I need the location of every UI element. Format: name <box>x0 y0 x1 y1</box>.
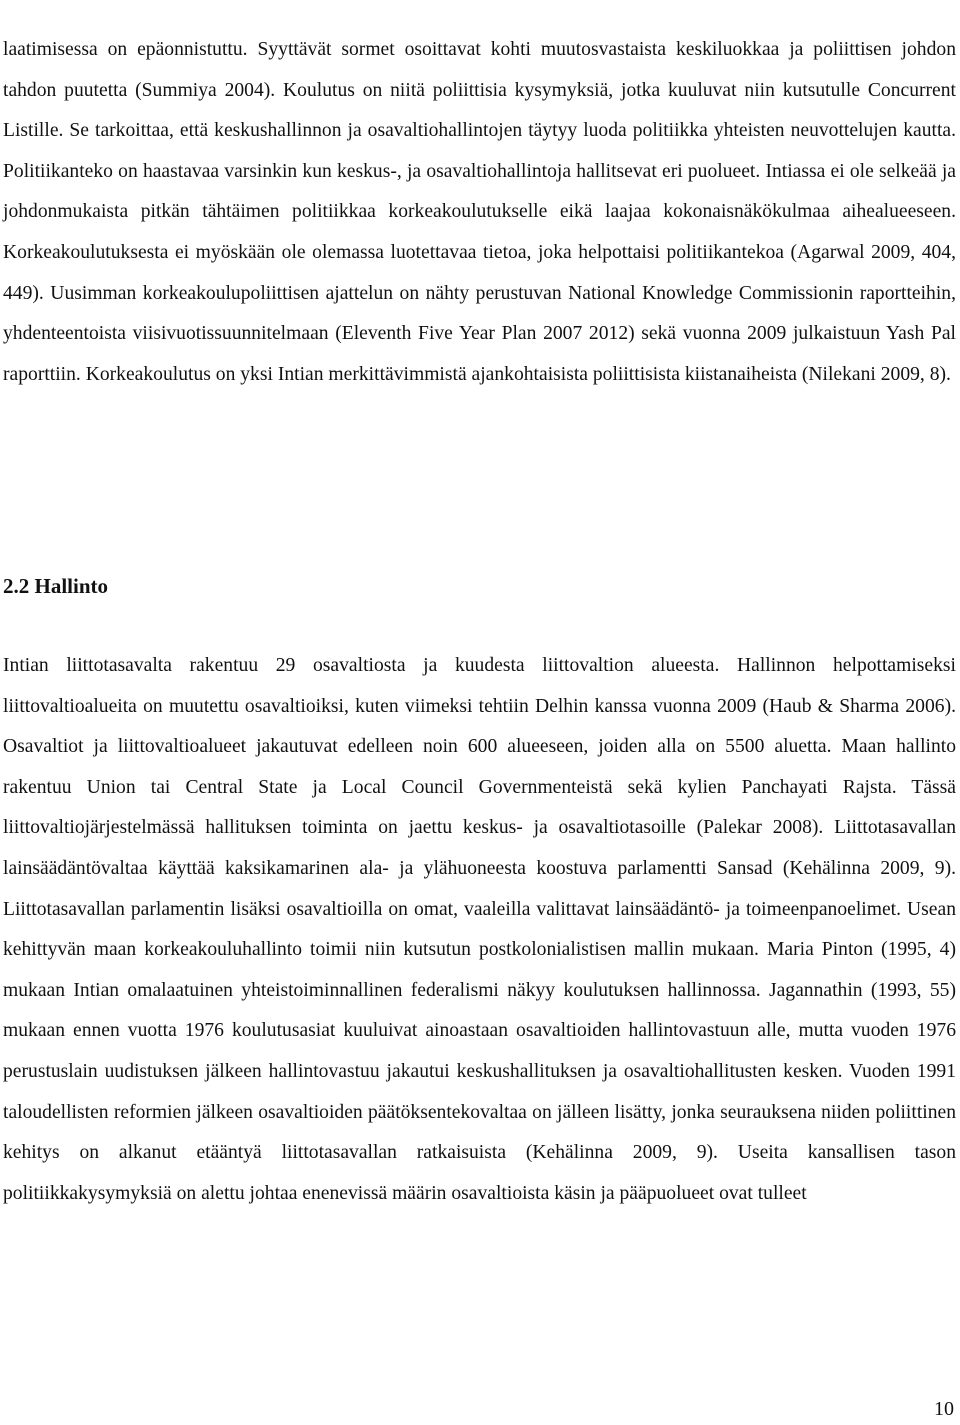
paragraph-hallinto: Intian liittotasavalta rakentuu 29 osavaltiosta ja kuudesta liittovaltion alueesta. Hallinnon helpottamiseksi liittovaltioalueita on muutettu osavaltioiksi, kuten viimeksi tehtiin Delhin kanssa vuonna 2009 (Haub & Sharma 2006). Osavaltiot ja liittovaltioalueet jakautuvat edelleen noin 600 alueeseen, joiden alla on 5500 aluetta. Maan hallinto rakentuu Union tai Central State ja Local Council Governmenteistä sekä kylien Panchayati Rajsta. Tässä liittovaltiojärjestelmässä hallituksen toiminta on jaettu keskus- ja osavaltiotasoille (Palekar 2008). Liittotasavallan lainsäädäntövaltaa käyttää kaksikamarinen ala- ja ylähuoneesta koostuva parlamentti Sansad (Kehälinna 2009, 9). Liittotasavallan parlamentin lisäksi osavaltioilla on omat, vaaleilla valittavat lainsäädäntö- ja toimeenpanoelimet. Usean kehittyvän maan korkeakouluhallinto toimii niin kutsutun postkolonialistisen mallin mukaan. Maria Pinton (1995, 4) mukaan Intian omalaatuinen yhteistoiminnallinen federalismi näkyy koulutuksen hallinnossa. Jagannathin (1993, 55) mukaan ennen vuotta 1976 koulutusasiat kuuluivat ainoastaan osavaltioiden hallintovastuun alle, mutta vuoden 1976 perustuslain uudistuksen jälkeen hallintovastuu jakautui keskushallituksen ja osavaltiohallitusten kesken. Vuoden 1991 taloudellisten reformien jälkeen osavaltioiden päätöksentekovaltaa on jälleen lisätty, jonka seurauksena niiden poliittinen kehitys on alkanut etääntyä liittotasavallan ratkaisuista (Kehälinna 2009, 9). Useita kansallisen tason politiikkakysymyksiä on alettu johtaa enenevissä määrin osavaltioista käsin ja pääpuolueet ovat tulleet <box>3 655 956 1204</box>
page-number: 10 <box>934 1398 954 1420</box>
paragraph-intro: laatimisessa on epäonnistuttu. Syyttävät sormet osoittavat kohti muutosvastaista keskiluokkaa ja poliittisen johdon tahdon puutetta (Summiya 2004). Koulutus on niitä poliittisia kysymyksiä, jotka kuuluvat niin kutsutulle Concurrent Listille. Se tarkoittaa, että keskushallinnon ja osavaltiohallintojen täytyy luoda politiikka yhteisten neuvottelujen kautta. Politiikanteko on haastavaa varsinkin kun keskus-, ja osavaltiohallintoja hallitsevat eri puolueet. Intiassa ei ole selkeää ja johdonmukaista pitkän tähtäimen politiikkaa korkeakoulutukselle eikä laajaa kokonaisnäkökulmaa aihealueeseen. Korkeakoulutuksesta ei myöskään ole olemassa luotettavaa tietoa, joka helpottaisi politiikantekoa (Agarwal 2009, 404, 449). Uusimman korkeakoulupoliittisen ajattelun on nähty perustuvan National Knowledge Commissionin raportteihin, yhdenteentoista viisivuotissuunnitelmaan (Eleventh Five Year Plan 2007 2012) sekä vuonna 2009 julkaistuun Yash Pal raporttiin. Korkeakoulutus on yksi Intian merkittävimmistä ajankohtaisista poliittisista kiistanaiheista (Nilekani 2009, 8). <box>3 39 956 385</box>
section-heading: 2.2 Hallinto <box>3 574 109 598</box>
